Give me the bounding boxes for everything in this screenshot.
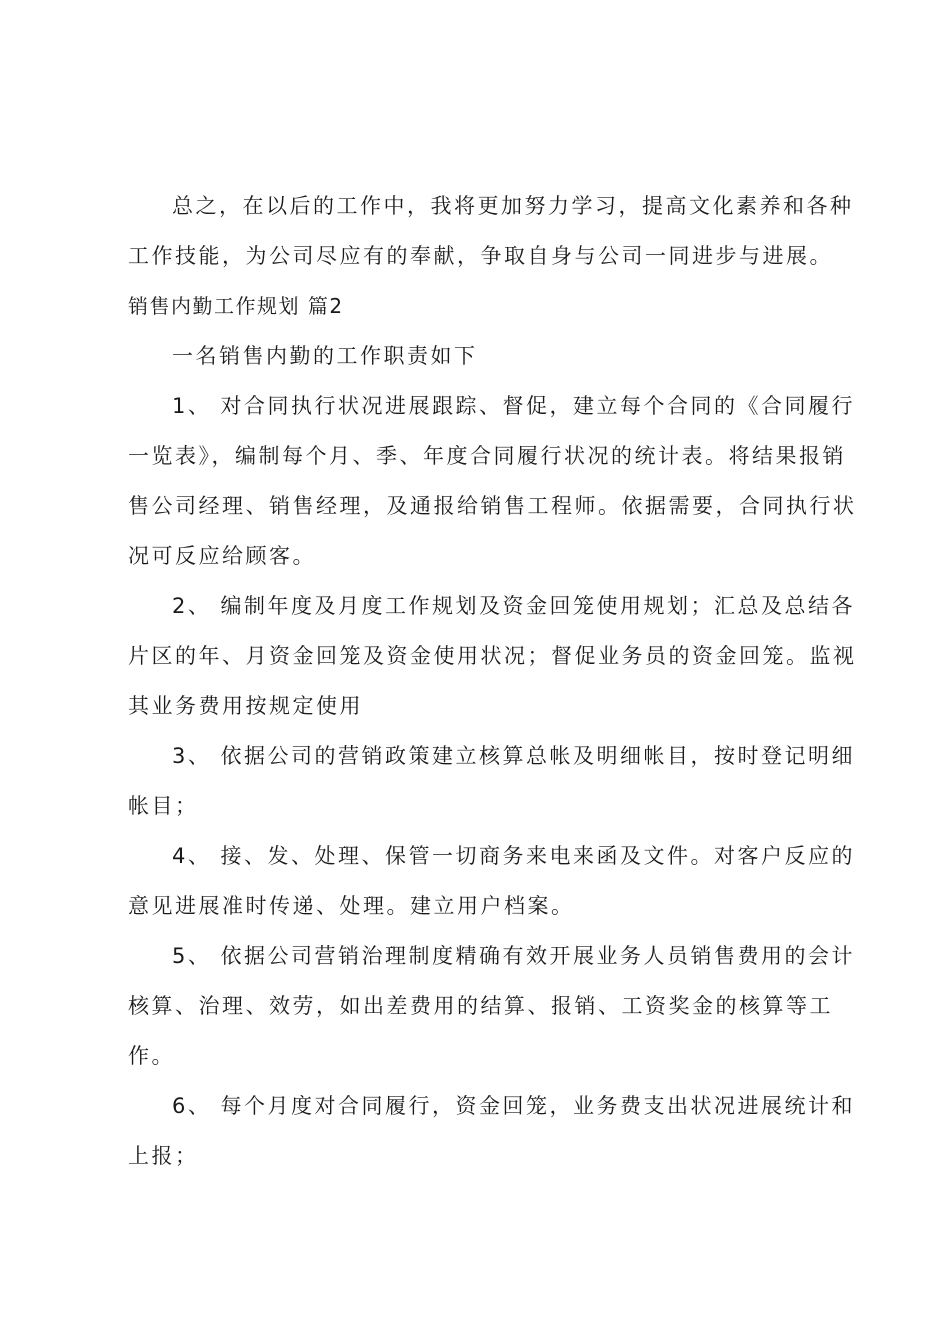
paragraph-line: 况可反应给顾客。 [128,544,316,568]
paragraph-line: 片区的年、月资金回笼及资金使用状况；督促业务员的资金回笼。监视 [128,644,857,668]
paragraph-line: 总之，在以后的工作中，我将更加努力学习，提高文化素养和各种 [172,194,854,218]
paragraph-line: 工作技能，为公司尽应有的奉献，争取自身与公司一同进步与进展。 [128,244,833,268]
paragraph-line: 一名销售内勤的工作职责如下 [172,344,478,368]
paragraph-line: 2、 编制年度及月度工作规划及资金回笼使用规划；汇总及总结各 [172,594,856,618]
paragraph-line: 意见进展准时传递、处理。建立用户档案。 [128,894,575,918]
paragraph-line: 1、 对合同执行状况进展跟踪、督促，建立每个合同的《合同履行 [172,394,856,418]
paragraph-line: 5、 依据公司营销治理制度精确有效开展业务人员销售费用的会计 [172,944,856,968]
paragraph-line: 4、 接、发、处理、保管一切商务来电来函及文件。对客户反应的 [172,844,856,868]
paragraph-line: 3、 依据公司的营销政策建立核算总帐及明细帐目，按时登记明细 [172,744,856,768]
paragraph-line: 一览表》，编制每个月、季、年度合同履行状况的统计表。将结果报销 [128,444,846,468]
paragraph-line: 其业务费用按规定使用 [128,694,363,718]
paragraph-line: 上报； [128,1144,199,1168]
section-heading: 销售内勤工作规划 篇2 [128,294,344,318]
paragraph-line: 6、 每个月度对合同履行，资金回笼，业务费支出状况进展统计和 [172,1094,856,1118]
paragraph-line: 作。 [128,1044,175,1068]
paragraph-line: 帐目； [128,794,199,818]
paragraph-line: 核算、治理、效劳，如出差费用的结算、报销、工资奖金的核算等工 [128,994,833,1018]
paragraph-line: 售公司经理、销售经理，及通报给销售工程师。依据需要，合同执行状 [128,494,857,518]
